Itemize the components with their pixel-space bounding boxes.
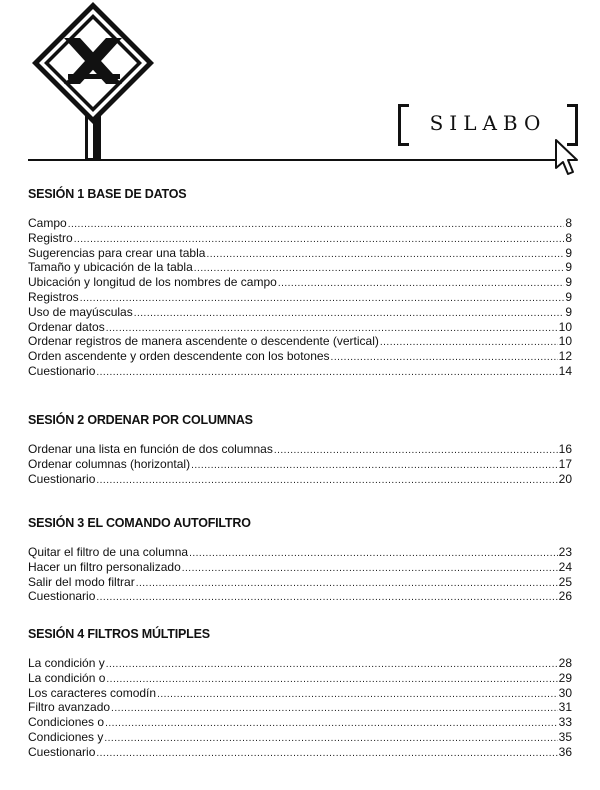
toc-leader-dots: [96, 591, 557, 606]
section-4: [28, 626, 572, 760]
toc-entry-label: Registro: [28, 230, 73, 245]
toc-entry-label: Ordenar columnas (horizontal): [28, 456, 191, 471]
toc-entry-label: Salir del modo filtrar: [28, 574, 135, 589]
toc-leader-dots: [182, 562, 558, 577]
toc-leader-dots: [96, 747, 557, 762]
toc-entry: [28, 545, 572, 560]
toc-entry: [28, 730, 572, 745]
section-title: SESIÓN 2 ORDENAR POR COLUMNAS: [28, 413, 253, 427]
toc-entry: [28, 457, 572, 472]
toc-entry-label: Ubicación y longitud de los nombres de campo: [28, 275, 277, 290]
mouse-pointer-icon: [554, 138, 580, 178]
toc-leader-dots: [104, 732, 557, 747]
toc-entry-label: Condiciones o: [28, 715, 105, 730]
toc-entry: [28, 349, 572, 364]
toc-entry-label: Cuestionario: [28, 363, 96, 378]
toc-entry-page: 23: [558, 545, 572, 559]
toc-leader-dots: [134, 307, 565, 322]
toc-entry: [28, 472, 572, 487]
toc-entry-page: 31: [558, 700, 572, 715]
toc-entry: [28, 334, 572, 349]
section-2: [28, 412, 572, 486]
page-title: SILABO: [429, 111, 547, 135]
toc-entry-page: 26: [558, 589, 572, 604]
toc-leader-dots: [136, 577, 558, 592]
toc-entry: [28, 700, 572, 715]
toc-entry: [28, 290, 572, 305]
toc-entry: [28, 575, 572, 590]
toc-entry-label: Ordenar datos: [28, 319, 105, 334]
toc-leader-dots: [96, 474, 557, 489]
title-box: [398, 104, 578, 144]
toc-leader-dots: [80, 292, 565, 307]
toc-entry-page: 9: [565, 289, 572, 304]
toc-entry-label: Los caracteres comodín: [28, 685, 157, 700]
section-title: SESIÓN 4 FILTROS MÚLTIPLES: [28, 627, 210, 641]
toc-entry: [28, 686, 572, 701]
toc-leader-dots: [106, 673, 557, 688]
toc-entry-label: Uso de mayúsculas: [28, 304, 133, 319]
toc-list: [28, 442, 572, 486]
section-3: [28, 515, 572, 604]
toc-entry: [28, 442, 572, 457]
toc-leader-dots: [380, 336, 558, 351]
toc-entry-label: Cuestionario: [28, 589, 96, 604]
toc-entry-label: Hacer un filtro personalizado: [28, 559, 181, 574]
toc-entry-page: 8: [565, 230, 572, 245]
toc-entry-label: Quitar el filtro de una columna: [28, 545, 189, 559]
toc-entry-page: 28: [558, 656, 572, 670]
toc-list: [28, 545, 572, 604]
toc-entry-page: 33: [558, 715, 572, 730]
toc-entry-label: Condiciones y: [28, 729, 104, 744]
toc-entry: [28, 671, 572, 686]
toc-entry-page: 16: [558, 442, 572, 456]
toc-entry-page: 25: [558, 574, 572, 589]
section-title: SESIÓN 1 BASE DE DATOS: [28, 187, 187, 201]
toc-list: [28, 216, 572, 379]
toc-entry-page: 12: [558, 349, 572, 364]
toc-entry-label: Orden ascendente y orden descendente con los botones: [28, 349, 330, 364]
toc-entry-label: La condición o: [28, 670, 106, 685]
toc-entry-label: Campo: [28, 216, 67, 230]
toc-entry: [28, 364, 572, 379]
toc-entry-page: 36: [558, 744, 572, 759]
toc-leader-dots: [331, 351, 558, 366]
toc-entry-label: Ordenar registros de manera ascendente o descendente (vertical): [28, 334, 379, 349]
toc-entry-label: Filtro avanzado: [28, 700, 111, 715]
toc-entry-page: 35: [558, 729, 572, 744]
toc-list: [28, 656, 572, 760]
toc-entry: [28, 589, 572, 604]
toc-entry-label: Ordenar una lista en función de dos columnas: [28, 442, 273, 456]
toc-entry: [28, 745, 572, 760]
header-rule: [28, 159, 560, 161]
toc-leader-dots: [68, 218, 565, 233]
toc-leader-dots: [157, 688, 558, 703]
toc-entry: [28, 560, 572, 575]
section-1: [28, 186, 572, 379]
toc-entry-page: 17: [558, 456, 572, 471]
toc-entry-page: 10: [558, 334, 572, 349]
toc-entry-page: 29: [558, 670, 572, 685]
toc-entry-page: 9: [565, 245, 572, 260]
toc-leader-dots: [105, 717, 558, 732]
toc-entry: [28, 260, 572, 275]
toc-entry-page: 20: [558, 471, 572, 486]
toc-entry-label: Cuestionario: [28, 744, 96, 759]
toc-entry: [28, 715, 572, 730]
toc-entry: [28, 216, 572, 231]
toc-entry-page: 10: [558, 319, 572, 334]
toc-leader-dots: [278, 277, 565, 292]
toc-leader-dots: [189, 547, 558, 562]
toc-entry-page: 9: [565, 304, 572, 319]
toc-entry-label: Tamaño y ubicación de la tabla: [28, 260, 193, 275]
toc-leader-dots: [111, 702, 558, 717]
toc-entry-page: 14: [558, 363, 572, 378]
toc-leader-dots: [206, 248, 564, 263]
toc-leader-dots: [191, 459, 558, 474]
toc-entry-label: Sugerencias para crear una tabla: [28, 245, 206, 260]
toc-entry-label: Cuestionario: [28, 471, 96, 486]
toc-leader-dots: [274, 444, 558, 459]
toc-entry-label: La condición y: [28, 656, 105, 670]
toc-entry: [28, 231, 572, 246]
toc-entry-page: 30: [558, 685, 572, 700]
toc-entry: [28, 656, 572, 671]
toc-entry-page: 24: [558, 559, 572, 574]
toc-leader-dots: [106, 658, 558, 673]
toc-entry: [28, 320, 572, 335]
section-title: SESIÓN 3 EL COMANDO AUTOFILTRO: [28, 516, 251, 530]
toc-entry: [28, 305, 572, 320]
toc-entry: [28, 275, 572, 290]
toc-entry-page: 9: [565, 275, 572, 290]
toc-entry-label: Registros: [28, 289, 79, 304]
toc-entry-page: 8: [565, 216, 572, 230]
toc-entry: [28, 246, 572, 261]
toc-entry-page: 9: [565, 260, 572, 275]
logo-sign-icon: [28, 0, 158, 160]
toc-leader-dots: [96, 366, 557, 381]
